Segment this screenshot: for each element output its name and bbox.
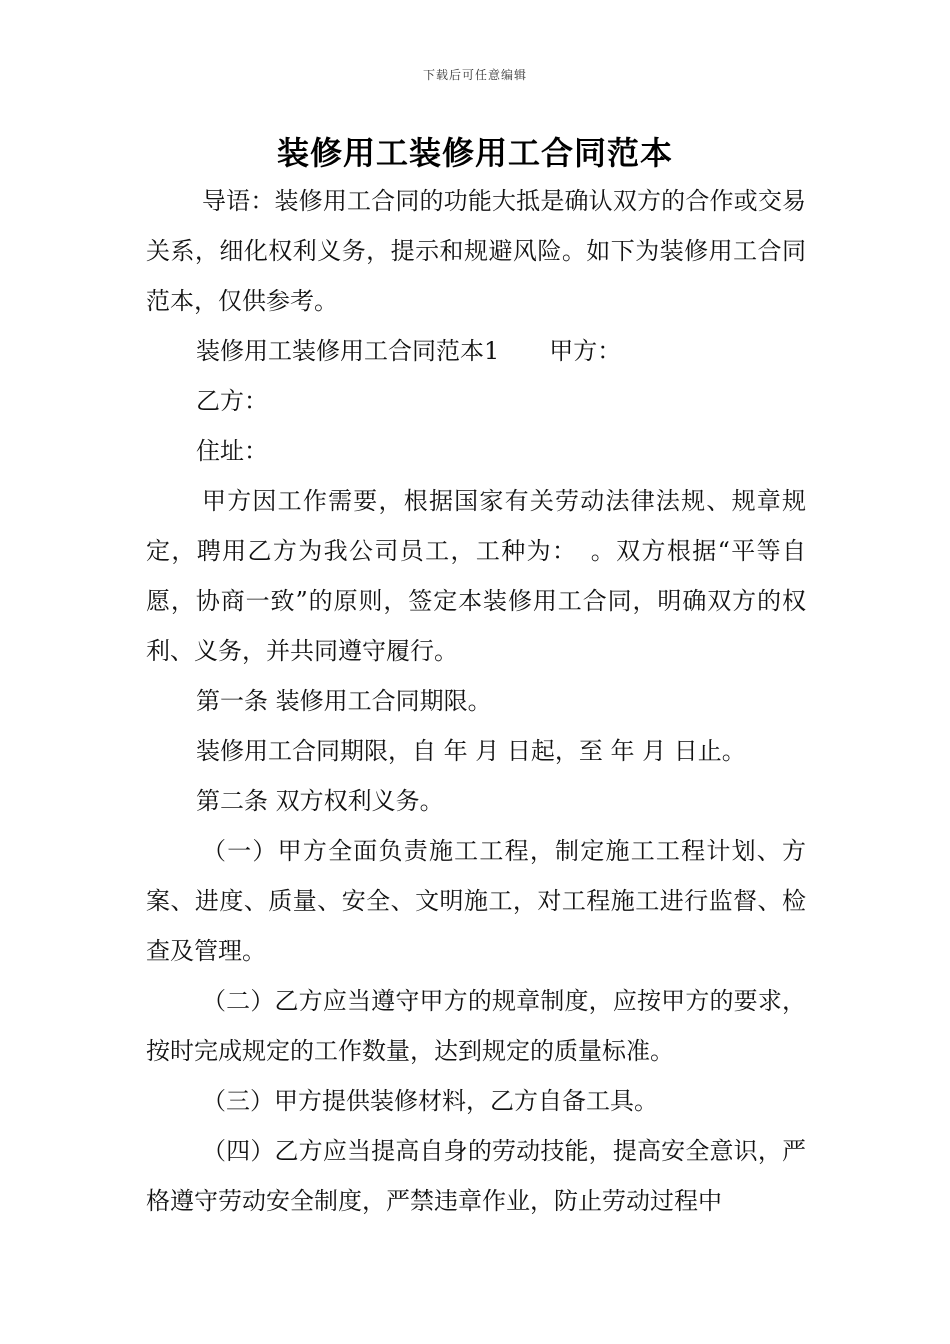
- clause-4: （四）乙方应当提高自身的劳动技能，提高安全意识，严格遵守劳动安全制度，严禁违章作业，防止劳动过程中: [146, 1137, 806, 1215]
- clause-2: （二）乙方应当遵守甲方的规章制度，应按甲方的要求，按时完成规定的工作数量，达到规定的质量标准。: [146, 987, 806, 1065]
- contract-heading-line: [146, 326, 806, 376]
- contract-heading: 装修用工装修用工合同范本1: [196, 337, 500, 365]
- party-a-label: 甲方：: [549, 337, 622, 365]
- address-label: 住址：: [196, 437, 268, 465]
- clause-1: （一）甲方全面负责施工工程，制定施工工程计划、方案、进度、质量、安全、文明施工，对工程施工进行监督、检查及管理。: [146, 837, 806, 965]
- clause-3: （三）甲方提供装修材料，乙方自备工具。: [202, 1087, 658, 1115]
- article-1-heading: 第一条 装修用工合同期限。: [196, 687, 492, 715]
- preamble-paragraph: 甲方因工作需要，根据国家有关劳动法律法规、规章规定，聘用乙方为我公司员工，工种为： 。双方根据“平等自愿，协商一致”的原则，签定本装修用工合同，明确双方的权利、义务，并共同遵守履行。: [146, 487, 806, 665]
- document-body: [146, 176, 806, 1226]
- document-title: 装修用工装修用工合同范本: [276, 134, 673, 172]
- intro-paragraph: 导语：装修用工合同的功能大抵是确认双方的合作或交易关系，细化权利义务，提示和规避风险。如下为装修用工合同范本，仅供参考。: [146, 187, 806, 315]
- party-b-label: 乙方：: [196, 387, 268, 415]
- header-note: 下载后可任意编辑: [422, 68, 527, 82]
- article-2-heading: 第二条 双方权利义务。: [196, 787, 444, 815]
- article-1-content: 装修用工合同期限，自 年 月 日起，至 年 月 日止。: [196, 737, 746, 765]
